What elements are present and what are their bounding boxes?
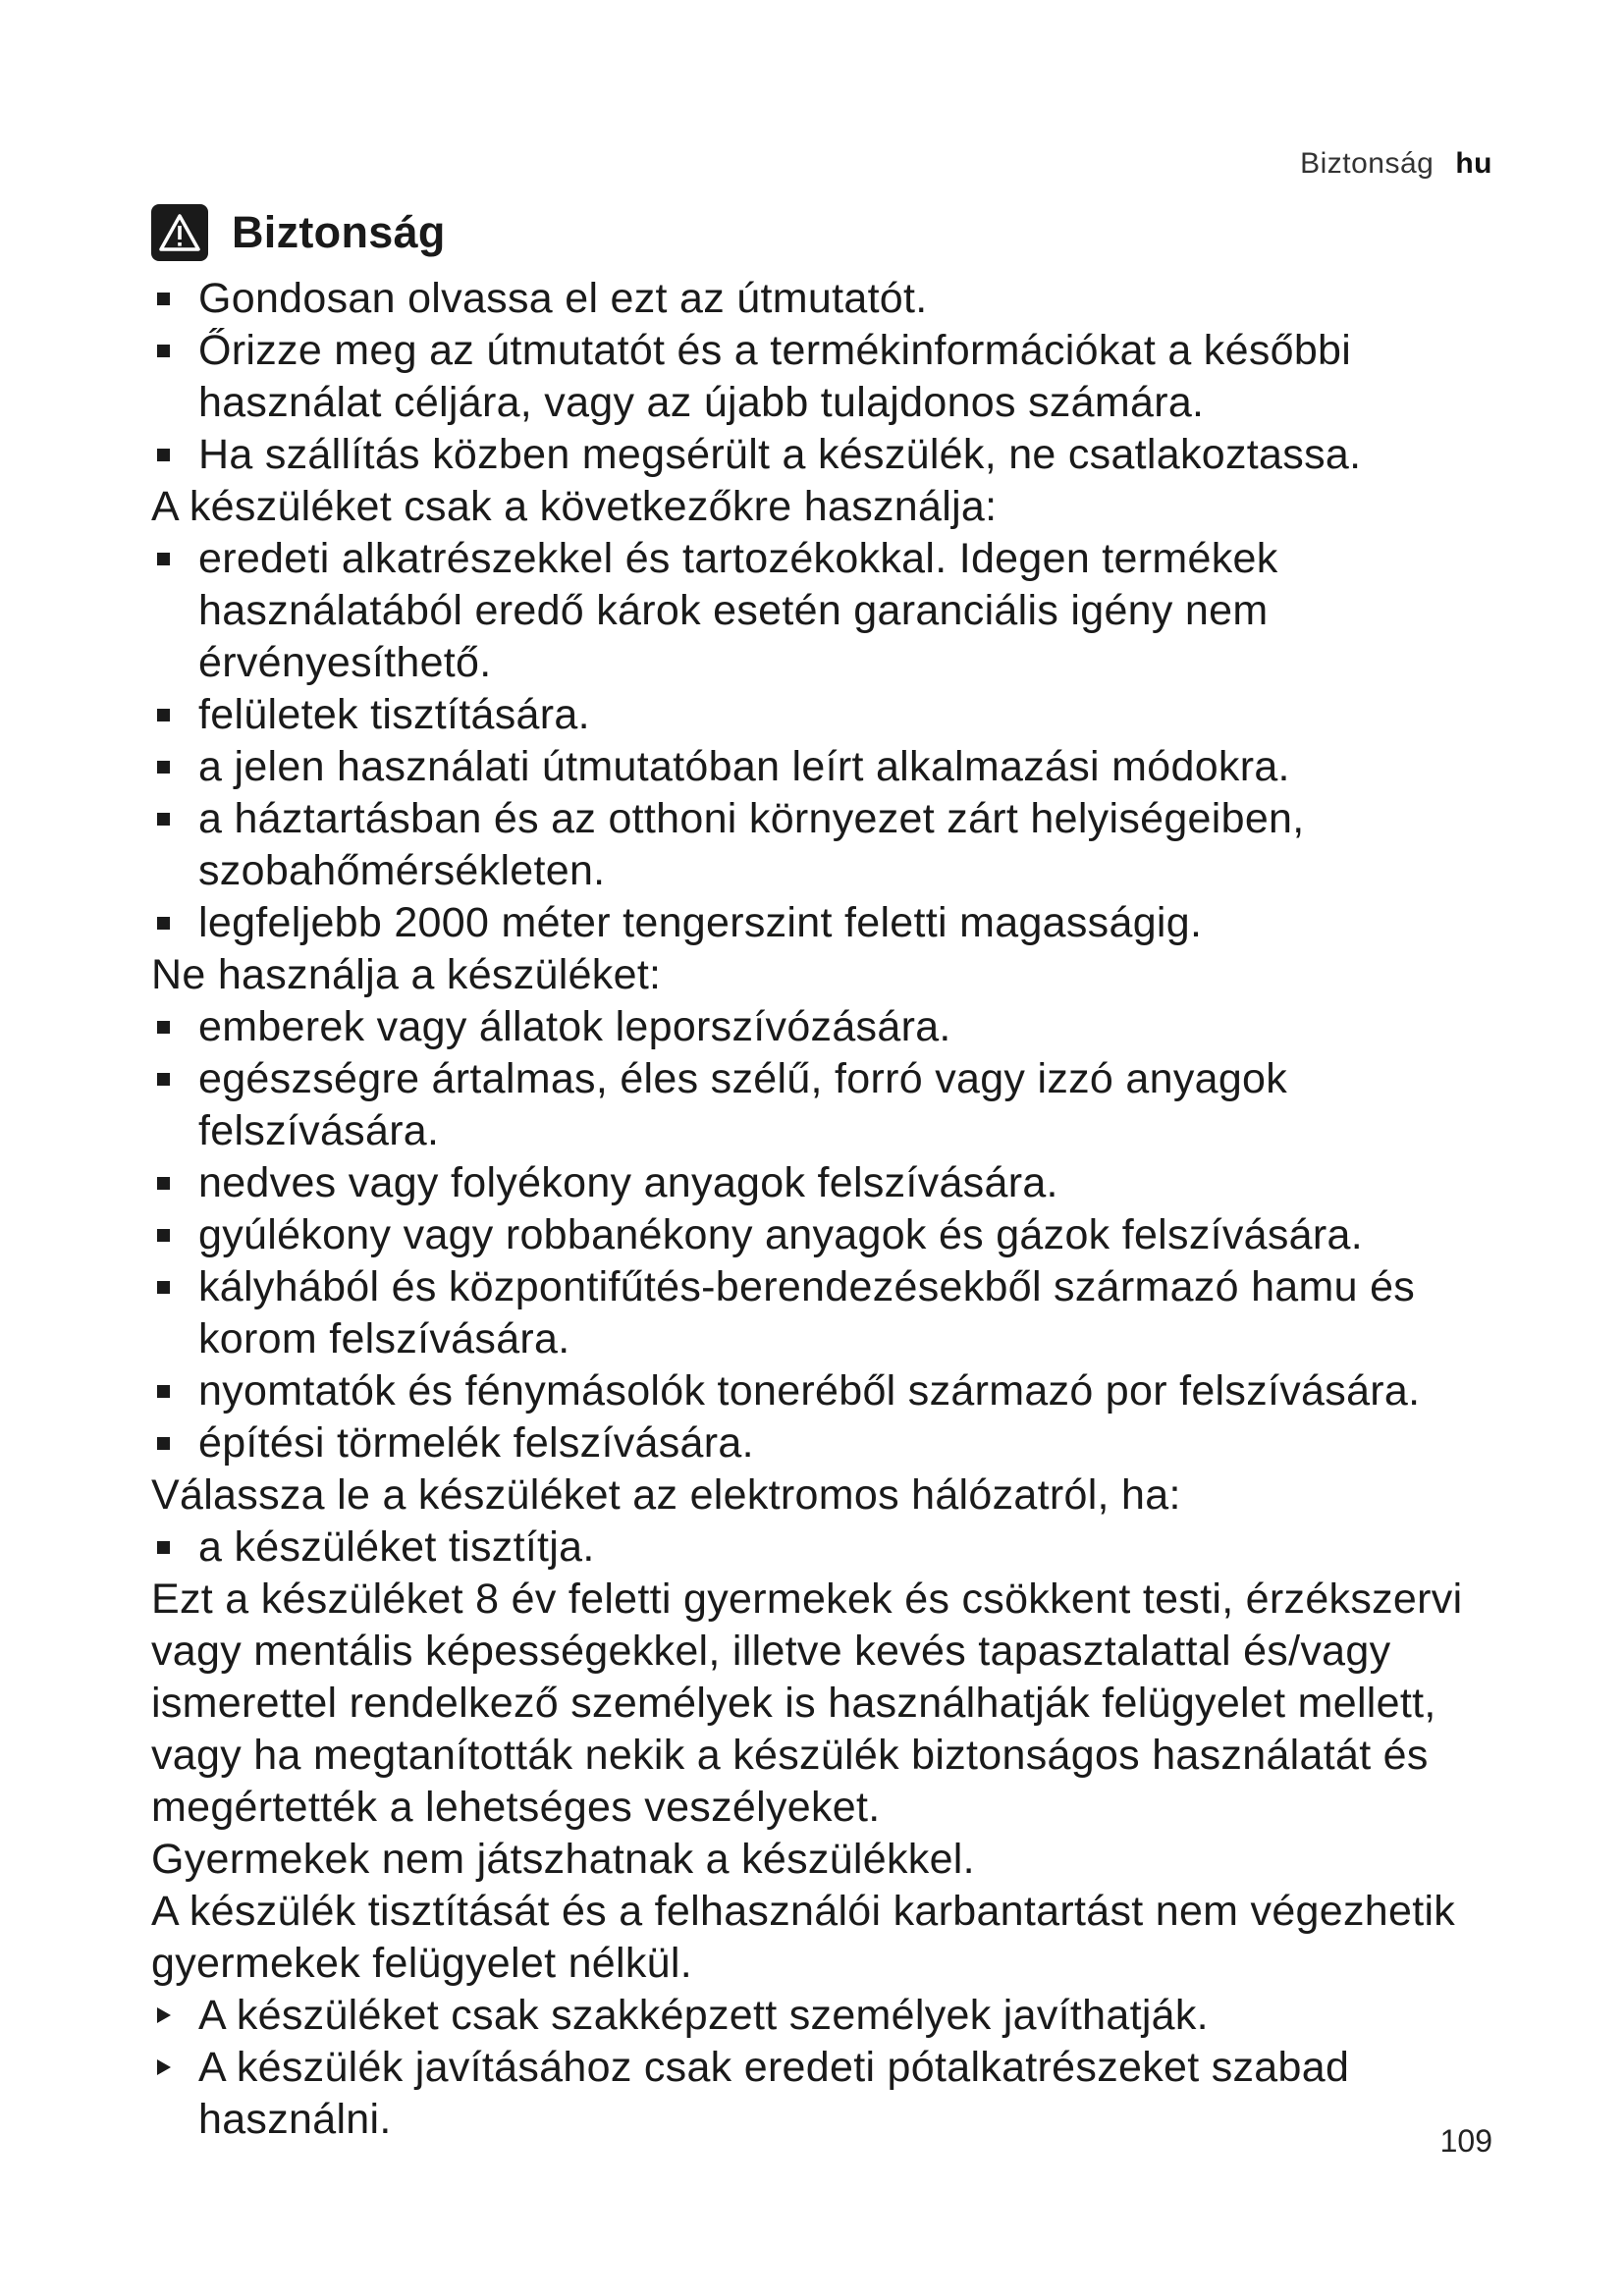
list-item: gyúlékony vagy robbanékony anyagok és gázok felszívására. xyxy=(151,1209,1506,1261)
running-header xyxy=(1300,147,1492,181)
list-item: a háztartásban és az otthoni környezet zárt helyiségeiben, szobahőmérsékleten. xyxy=(151,793,1506,897)
list-item: építési törmelék felszívására. xyxy=(151,1417,1506,1469)
list-item: felületek tisztítására. xyxy=(151,689,1506,741)
content xyxy=(151,204,1506,2146)
use-heading: A készüléket csak a következőkre használja: xyxy=(151,483,998,530)
list-item: nedves vagy folyékony anyagok felszívására. xyxy=(151,1157,1506,1209)
use-list xyxy=(151,533,1506,949)
intro-list xyxy=(151,273,1506,481)
list-item: legfeljebb 2000 méter tengerszint feletti magasságig. xyxy=(151,897,1506,949)
header-language: hu xyxy=(1455,147,1492,180)
dont-list xyxy=(151,1001,1506,1469)
list-item: emberek vagy állatok leporszívózására. xyxy=(151,1001,1506,1053)
repair-list xyxy=(151,1990,1506,2146)
list-item: A készüléket csak szakképzett személyek javíthatják. xyxy=(151,1990,1506,2042)
disconnect-heading: Válassza le a készüléket az elektromos hálózatról, ha: xyxy=(151,1471,1181,1519)
dont-heading: Ne használja a készüléket: xyxy=(151,951,662,998)
page-title: Biztonság xyxy=(232,207,446,257)
list-item: kályhából és központifűtés-berendezésekből származó hamu és korom felszívására. xyxy=(151,1261,1506,1365)
list-item: eredeti alkatrészekkel és tartozékokkal. Idegen termékek használatából eredő károk esetén garanciális igény nem érvényesíthető. xyxy=(151,533,1506,689)
page-number: 109 xyxy=(1439,2123,1492,2159)
children-paragraph: Ezt a készüléket 8 év feletti gyermekek és csökkent testi, érzékszervi vagy mentális képességekkel, illetve kevés tapasztalattal és/vagy ismerettel rendelkező személyek is használhatják felügyelet mellett, vagy ha megtanították nekik a készülék biztonságos használatát és megértették a lehetséges veszélyeket. xyxy=(151,1575,1463,1831)
list-item: Ha szállítás közben megsérült a készülék, ne csatlakoztassa. xyxy=(151,429,1506,481)
children-play-paragraph: Gyermekek nem játszhatnak a készülékkel. xyxy=(151,1836,975,1883)
list-item: Őrizze meg az útmutatót és a termékinformációkat a későbbi használat céljára, vagy az újabb tulajdonos számára. xyxy=(151,325,1506,429)
header-section: Biztonság xyxy=(1300,147,1435,180)
children-cleaning-paragraph: A készülék tisztítását és a felhasználói karbantartást nem végezhetik gyermekek felügyelet nélkül. xyxy=(151,1888,1456,1987)
list-item: a jelen használati útmutatóban leírt alkalmazási módokra. xyxy=(151,741,1506,793)
list-item: nyomtatók és fénymásolók toneréből származó por felszívására. xyxy=(151,1365,1506,1417)
title-row xyxy=(151,204,1506,261)
list-item: egészségre ártalmas, éles szélű, forró vagy izzó anyagok felszívására. xyxy=(151,1053,1506,1157)
warning-triangle-icon xyxy=(151,204,208,261)
list-item: Gondosan olvassa el ezt az útmutatót. xyxy=(151,273,1506,325)
list-item: a készüléket tisztítja. xyxy=(151,1522,1506,1574)
list-item: A készülék javításához csak eredeti pótalkatrészeket szabad használni. xyxy=(151,2042,1506,2146)
disconnect-list xyxy=(151,1522,1506,1574)
